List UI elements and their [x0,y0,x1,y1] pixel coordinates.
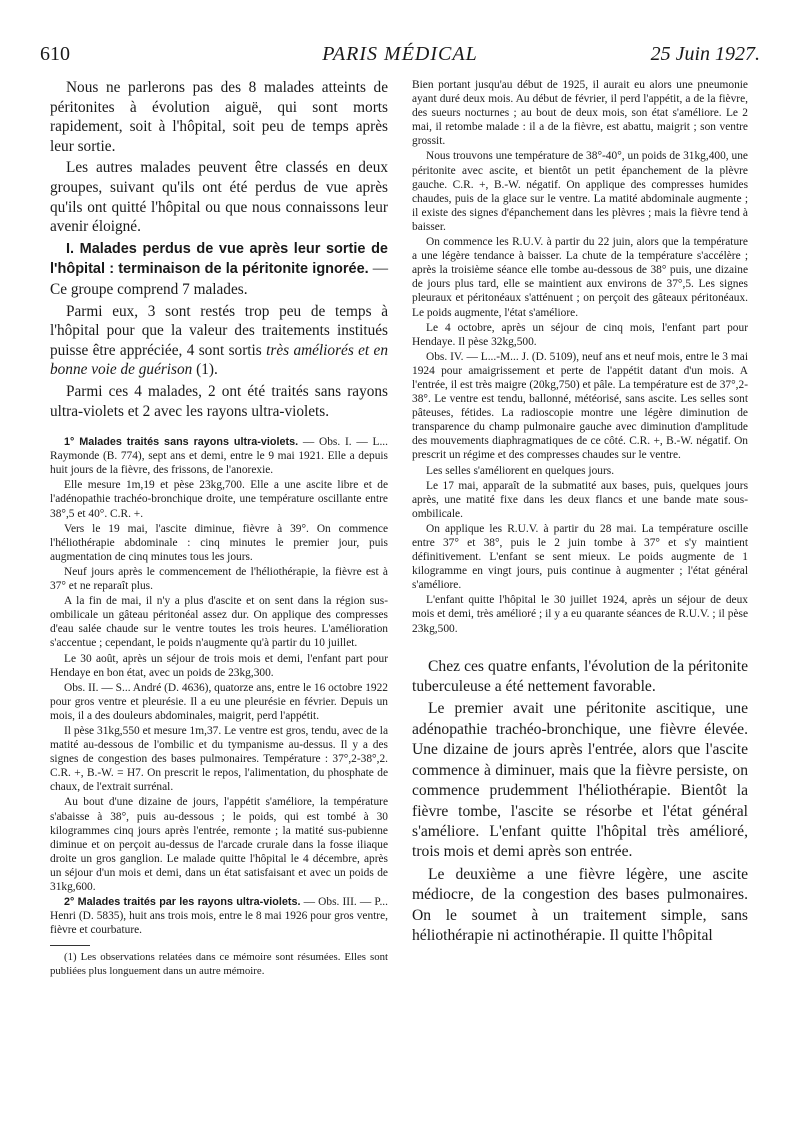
subsection-heading: 1° Malades traités sans rayons ultra-violets. [64,436,299,449]
paragraph: Nous ne parlerons pas des 8 malades atteints de péritonites à évolution aiguë, qui sont morts rapidement, soit à l'hôpital, soit peu de temps après leur sortie. [50,79,388,155]
observation-paragraph: Elle mesure 1m,19 et pèse 23kg,700. Elle a une ascite libre et de l'adénopathie trachéo-bronchique droite, une température oscillante entre 38°,5 et 40°. C.R. +. [50,479,388,520]
left-observations [50,435,388,937]
left-body [50,78,388,421]
observation-paragraph: Le 17 mai, apparaît de la submatité aux bases, puis, quelques jours après, une matité fixe dans les deux flancs et une bande mate sous-ombilicale. [412,479,748,520]
observation-paragraph: Obs. II. — S... André (D. 4636), quatorze ans, entre le 16 octobre 1922 pour gros ventre et pleurésie. Il a eu une pleurésie en février. Depuis un mois, il a des douleurs abdominales, maigrit, perd l'appétit. [50,681,388,722]
left-column [50,78,388,978]
right-observations [412,78,748,636]
observation-paragraph: A la fin de mai, il n'y a plus d'ascite et on sent dans la région sus-ombilicale un gâteau péritonéal assez dur. On applique des compresses d'eau salée chaude sur le ventre toutes les trois heures. L'amélioration s'accentue ; cependant, le poids n'augmente qu'à partir du 10 juillet. [50,595,388,650]
observation-paragraph: Le 30 août, après un séjour de trois mois et demi, l'enfant part pour Hendaye en bon état, avec un poids de 23kg,300. [50,652,388,679]
footnote [50,951,388,978]
observation-paragraph: Il pèse 31kg,550 et mesure 1m,37. Le ventre est gros, tendu, avec de la matité au-dessous de l'ombilic et du tympanisme au-dessus. Il y a des signes de congestion des bases pulmonaires. Température : 37°,2-38°,2. C.R. +, B.-W. = H7. On prescrit le repos, l'alimentation, du phosphate de chaux, de l'extrait surrénal. [50,724,388,794]
page-number: 610 [40,43,70,65]
journal-title: PARIS MÉDICAL [322,43,478,65]
paragraph: Parmi eux, 3 sont restés trop peu de temps à l'hôpital pour que la valeur des traitements institués puisse être appréciée, 4 sont sortis très améliorés et en bonne voie de guérison (1). [50,302,388,379]
emphasis: très améliorés et en bonne voie de guérison [50,341,388,379]
observation-paragraph: Au bout d'une dizaine de jours, l'appétit s'améliore, la température s'abaisse à 38°, puis au-dessous ; le poids, qui est tombé à 30 kilogrammes cinq jours après l'entrée, remonte ; la matité sus-pubienne diminue et on perçoit au-dessus de l'arcade crurale dans la fosse iliaque droite un gros ganglion. Le malade quitte l'hôpital le 4 décembre, après un séjour d'un mois et demi, dans un état satisfaisant et avec un poids de 31kg,600. [50,796,388,893]
subsection-paragraph: 2° Malades traités par les rayons ultra-violets. — Obs. III. — P... Henri (D. 5835), huit ans trois mois, entre le 8 mai 1926 pour gros ventre, fièvre et courbature. [50,896,388,937]
observation-paragraph: Obs. IV. — L...-M... J. (D. 5109), neuf ans et neuf mois, entre le 3 mai 1924 pour amaigrissement et perte de l'appétit datant d'un mois. A l'entrée, il est très maigre (20kg,750) et pâle. La température est de 37°,2-38°. Le ventre est tendu, ballonné, météorisé, sans ascite. Les selles sont pâteuses, fétides. La radioscopie montre une légère diminution de transparence du champ pulmonaire gauche avec diminution d'amplitude des mouvements diaphragmatiques de ce côté. C.R. +, B.-W. négatif. On prescrit un régime et des compresses chaudes sur le ventre. [412,350,748,462]
section-heading: I. Malades perdus de vue après leur sortie de l'hôpital : terminaison de la péritonite ignorée. [50,240,388,278]
observation-paragraph: Nous trouvons une température de 38°-40°, un poids de 31kg,400, une péritonite avec ascite, et bientôt un petit épanchement de la plèvre gauche. C.R. +, B.-W. négatif. On applique des compresses humides chaudes, puis de la glace sur le ventre. La matité abdominale augmente ; il existe des signes d'épanchement dans les plèvres ; mais la fièvre tend à baisser. [412,150,748,233]
paragraph: Les autres malades peuvent être classés en deux groupes, suivant qu'ils ont été perdus de vue après qu'ils ont quitté l'hôpital ou que nous connaissons leur avenir éloigné. [50,159,388,236]
right-body [412,657,748,947]
subsection-heading: 2° Malades traités par les rayons ultra-violets. [64,896,301,909]
observation-paragraph: Neuf jours après le commencement de l'héliothérapie, la fièvre est à 37° et ne reparaît plus. [50,565,388,593]
observation-paragraph: L'enfant quitte l'hôpital le 30 juillet 1924, après un séjour de deux mois et demi, très amélioré ; il y a eu quarante séances de R.U.V. ; il pèse 23kg,500. [412,594,748,635]
observation-paragraph: Le 4 octobre, après un séjour de cinq mois, l'enfant part pour Hendaye. Il pèse 32kg,500. [412,321,748,348]
right-column [412,78,748,948]
observation-paragraph: Bien portant jusqu'au début de 1925, il aurait eu alors une pneumonie ayant duré deux mois. Au début de février, il perd l'appétit, a de la fièvre, des sueurs nocturnes ; au bout de deux mois, son état s'améliore. Le 2 mai, il retombe malade : il a de la fièvre, est abattu, maigrit ; son ventre grossit. [412,79,748,148]
paragraph: Le deuxième a une fièvre légère, une ascite médiocre, de la congestion des bases pulmonaires. On le soumet à un traitement simple, sans héliothérapie ni actinothérapie. Il quitte l'hôpital [412,865,748,944]
issue-date: 25 Juin 1927. [650,43,760,65]
paragraph: Le premier avait une péritonite ascitique, une adénopathie trachéo-bronchique, une fièvre élevée. Une dizaine de jours après l'entrée, alors que l'ascite commence à diminuer, mais que la fièvre persiste, on commence prudemment l'héliothérapie. Bientôt la fièvre tombe, l'ascite se résorbe et l'état général s'améliore. L'enfant quitte l'hôpital très amélioré, trois mois et demi après son entrée. [412,700,748,861]
footnote-text: (1) Les observations relatées dans ce mémoire sont résumées. Elles sont publiées plus longuement dans un autre mémoire. [50,951,388,977]
paragraph: Chez ces quatre enfants, l'évolution de la péritonite tuberculeuse a été nettement favorable. [412,657,748,696]
section-heading-paragraph: I. Malades perdus de vue après leur sortie de l'hôpital : terminaison de la péritonite ignorée. — Ce groupe comprend 7 malades. [50,240,388,298]
observation-paragraph: Les selles s'améliorent en quelques jours. [426,464,615,477]
subsection-paragraph: 1° Malades traités sans rayons ultra-violets. — Obs. I. — L... Raymonde (B. 774), sept ans et demi, entre le 9 mai 1921. Elle a depuis huit jours de la fièvre, des frissons, de l'anorexie. [50,436,388,477]
observation-paragraph: Vers le 19 mai, l'ascite diminue, fièvre à 39°. On commence l'héliothérapie abdominale : cinq minutes le premier jour, puis augmentation de cinq minutes tous les jours. [50,522,388,563]
page-header [40,40,760,68]
observation-paragraph: On applique les R.U.V. à partir du 28 mai. La température oscille entre 37° et 38°, puis le 2 juin tombe à 37° et s'y maintient définitivement. L'enfant se sent mieux. Le poids augmente de 1 kilogramme en vingt jours, puis continue à augmenter ; l'état général s'améliore. [412,522,748,592]
observation-paragraph: On commence les R.U.V. à partir du 22 juin, alors que la température a une légère tendance à baisser. La chute de la température s'accélère ; après la troisième séance elle tombe au-dessous de 38° puis, une dizaine de jours plus tard, elle se maintient aux environs de 37°,5. Les signes pleuraux et péritonéaux s'atténuent ; on perçoit des gâteaux péritonéaux. Le poids augmente, l'état s'améliore. [412,236,748,319]
footnote-divider [50,945,90,946]
paragraph: Parmi ces 4 malades, 2 ont été traités sans rayons ultra-violets et 2 avec les rayons ultra-violets. [50,382,388,420]
